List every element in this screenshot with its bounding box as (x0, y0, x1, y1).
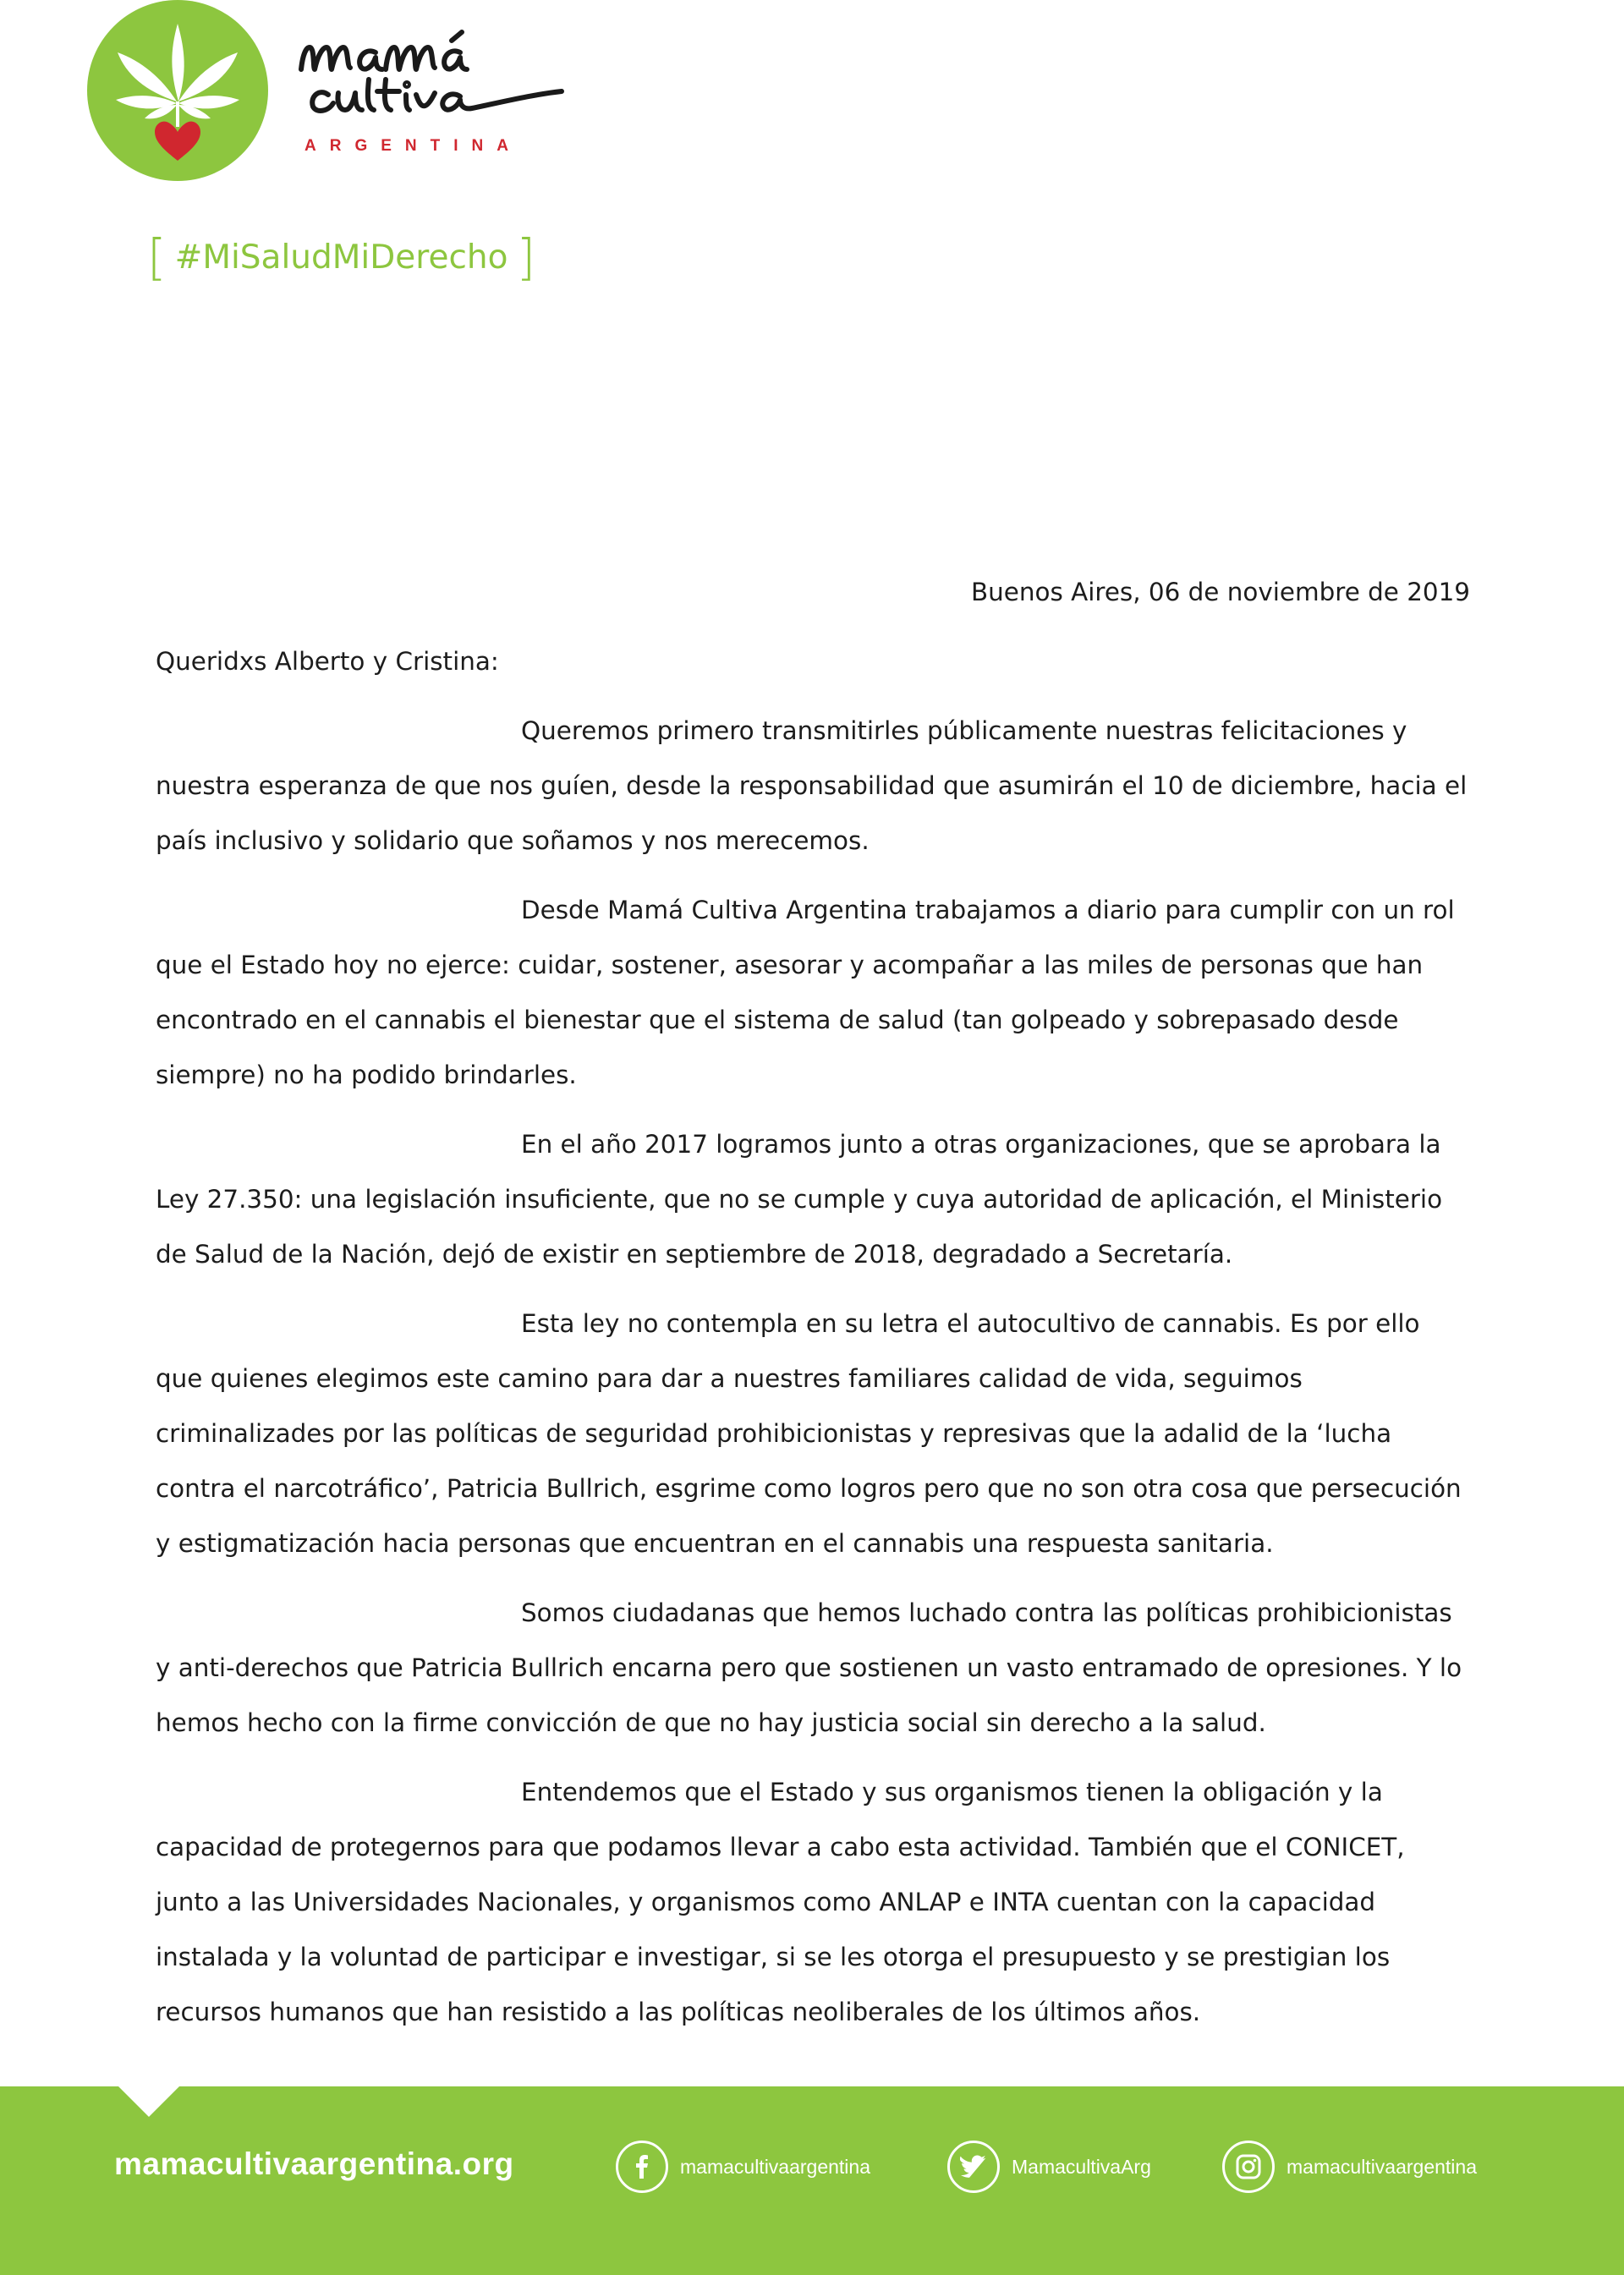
twitter-icon (947, 2141, 1000, 2193)
letter-paragraph: Queremos primero transmitirles públicamente nuestras felicitaciones y nuestra esperanza de que nos guíen, desde la responsabilidad que asumirán el 10 de diciembre, hacia el país inclusivo y solidario que soñamos y nos merecemos. (156, 716, 1468, 855)
instagram-handle: mamacultivaargentina (1287, 2155, 1478, 2178)
letter-paragraph: Esta ley no contempla en su letra el autocultivo de cannabis. Es por ello que quienes elegimos este camino para dar a nuestres familiares calidad de vida, seguimos criminalizades por las políticas de seguridad prohibicionistas y represivas que la adalid de la ‘lucha contra el narcotráfico’, Patricia Bullrich, esgrime como logros pero que no son otra cosa que persecución y estigmatización hacia personas que encuentran en el cannabis una respuesta sanitaria. (156, 1309, 1462, 1558)
footer-website-link[interactable]: mamacultivaargentina.org (114, 2146, 514, 2181)
letter-paragraph: Desde Mamá Cultiva Argentina trabajamos a diario para cumplir con un rol que el Estado hoy no ejerce: cuidar, sostener, asesorar y acompañar a las miles de personas que han encontrado en el cannabis el bienestar que el sistema de salud (tan golpeado y sobrepasado desde siempre) no ha podido brindarles. (156, 896, 1455, 1089)
hashtag-text: #MiSaludMiDerecho (174, 238, 508, 277)
letter-paragraph: Entendemos que el Estado y sus organismos tienen la obligación y la capacidad de protegernos para que podamos llevar a cabo esta actividad. También que el CONICET, junto a las Universidades Nacionales, y organismos como ANLAP e INTA cuentan con la capacidad instalada y la voluntad de participar e investigar, si se les otorga el presupuesto y se prestigian los recursos humanos que han resistido a las políticas neoliberales de los últimos años. (156, 1778, 1405, 2026)
facebook-handle: mamacultivaargentina (680, 2155, 871, 2178)
footer-notch (118, 2086, 179, 2117)
facebook-icon (616, 2141, 668, 2193)
brand-logo-country: ARGENTINA (304, 137, 522, 155)
letter-date: Buenos Aires, 06 de noviembre de 2019 (970, 578, 1470, 606)
twitter-handle: MamacultivaArg (1012, 2155, 1151, 2178)
instagram-icon (1222, 2141, 1275, 2193)
hashtag-banner (147, 228, 536, 286)
footer-twitter-link[interactable] (947, 2141, 1151, 2193)
letter-salutation: Queridxs Alberto y Cristina: (156, 647, 499, 676)
bracket-close: ] (516, 228, 536, 286)
letter-body (156, 565, 1470, 2054)
bracket-open: [ (147, 228, 167, 286)
brand-logo-wordmark (294, 29, 573, 122)
footer-instagram-link[interactable] (1222, 2141, 1477, 2193)
footer-facebook-link[interactable] (616, 2141, 870, 2193)
letter-paragraph: En el año 2017 logramos junto a otras organizaciones, que se aprobara la Ley 27.350: una legislación insuficiente, que no se cumple y cuya autoridad de aplicación, el Ministerio de Salud de la Nación, dejó de existir en septiembre de 2018, degradado a Secretaría. (156, 1130, 1443, 1269)
letter-paragraph: Somos ciudadanas que hemos luchado contra las políticas prohibicionistas y anti-derechos que Patricia Bullrich encarna pero que sostienen un vasto entramado de opresiones. Y lo hemos hecho con la firme convicción de que no hay justicia social sin derecho a la salud. (156, 1598, 1462, 1737)
brand-logo-emblem (87, 0, 269, 182)
